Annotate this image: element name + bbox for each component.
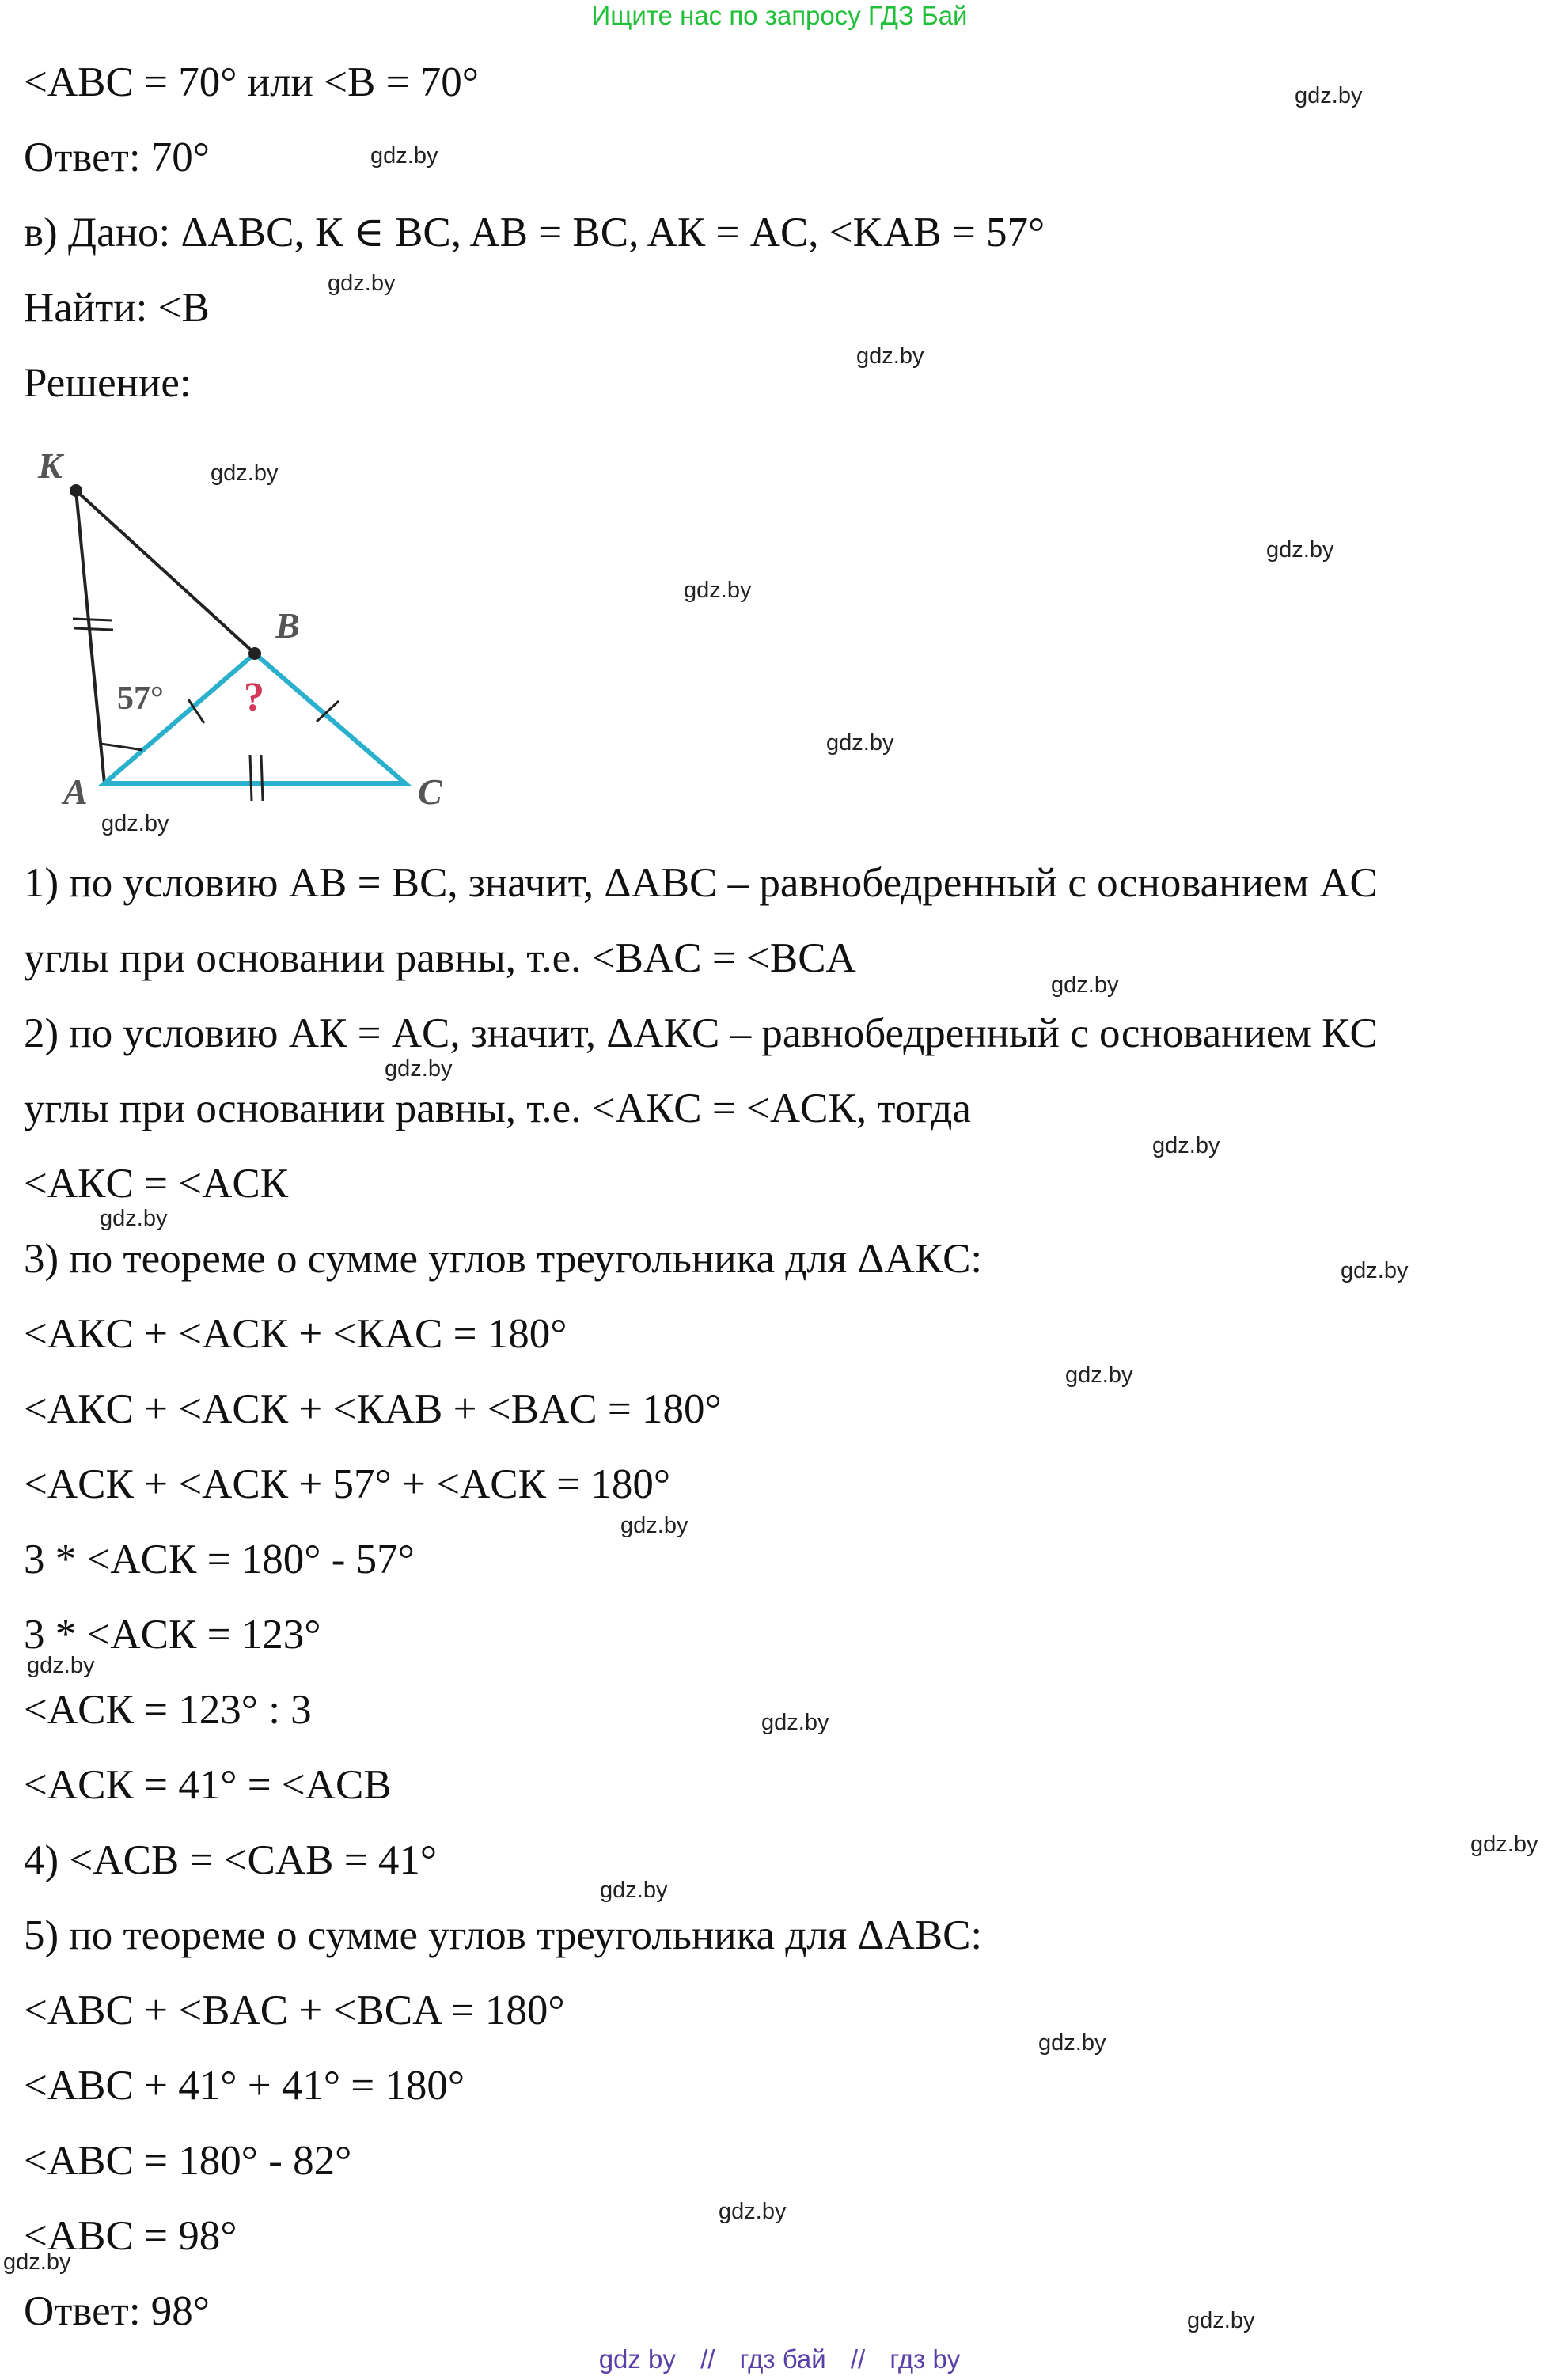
line-eq11: <ABC = 98° <box>24 2213 237 2259</box>
watermark: gdz.by <box>27 1653 95 1678</box>
line-step2-c: <AКC = <ACК <box>24 1161 289 1207</box>
watermark: gdz.by <box>100 1206 168 1231</box>
line-step2-a: 2) по условию AК = AC, значит, ΔAКC – равнобедренный с основанием КC <box>24 1010 1378 1056</box>
label-c: C <box>418 771 442 812</box>
footer-link-gdz-by[interactable]: gdz by <box>598 2344 676 2374</box>
line-find: Найти: <B <box>24 285 210 331</box>
line-step1-a: 1) по условию AB = BC, значит, ΔABC – равнобедренный с основанием AC <box>24 860 1378 906</box>
watermark: gdz.by <box>826 730 894 756</box>
watermark: gdz.by <box>684 578 752 603</box>
point-b <box>248 647 261 660</box>
line-eq6: <ACК = 123° : 3 <box>24 1687 312 1733</box>
line-solution-heading: Решение: <box>24 360 192 406</box>
watermark: gdz.by <box>211 460 279 486</box>
line-eq4: 3 * <ACК = 180° - 57° <box>24 1537 415 1582</box>
line-eq9: <ABC + 41° + 41° = 180° <box>24 2063 465 2109</box>
footer-separator: // <box>850 2344 866 2374</box>
angle-arc-a <box>101 744 142 750</box>
watermark: gdz.by <box>1038 2030 1106 2056</box>
line-answer: Ответ: 98° <box>24 2288 211 2334</box>
tick-ka-2 <box>74 628 113 630</box>
tick-ka-1 <box>73 619 112 620</box>
footer-links <box>0 2344 1559 2375</box>
line-given-result: <ABC = 70° или <B = 70° <box>24 59 479 105</box>
line-eq3: <ACК + <ACК + 57° + <ACК = 180° <box>24 1461 671 1507</box>
watermark: gdz.by <box>761 1710 829 1735</box>
footer-link-gdz-bai[interactable]: гдз бай <box>739 2344 826 2374</box>
line-step4: 4) <ACB = <CAB = 41° <box>24 1837 438 1883</box>
watermark: gdz.by <box>1295 83 1363 108</box>
line-eq1: <AКC + <ACК + <КAC = 180° <box>24 1311 567 1357</box>
watermark: gdz.by <box>600 1878 668 1903</box>
watermark: gdz.by <box>856 343 924 369</box>
label-b: B <box>275 605 300 646</box>
watermark: gdz.by <box>719 2199 787 2224</box>
line-eq7: <ACК = 41° = <ACB <box>24 1762 392 1808</box>
watermark: gdz.by <box>1341 1258 1409 1283</box>
watermark: gdz.by <box>1051 972 1119 998</box>
line-eq8: <ABC + <BAC + <BCA = 180° <box>24 1988 565 2033</box>
unknown-angle-mark: ? <box>244 675 264 720</box>
tick-ac-2 <box>261 755 263 801</box>
line-step3: 3) по теореме о сумме углов треугольника для ΔAКC: <box>24 1236 983 1282</box>
search-hint-banner: Ищите нас по запросу ГДЗ Бай <box>591 1 968 30</box>
watermark: gdz.by <box>385 1056 453 1082</box>
tick-ac-1 <box>250 755 252 801</box>
point-k <box>70 484 82 497</box>
watermark: gdz.by <box>370 143 438 169</box>
watermark: gdz.by <box>620 1513 688 1538</box>
watermark: gdz.by <box>1470 1832 1538 1857</box>
footer-link-gdz-by-cyr[interactable]: гдз by <box>890 2344 961 2374</box>
segment-ka <box>76 491 104 783</box>
line-step1-b: углы при основании равны, т.е. <BAC = <BCA <box>24 935 856 981</box>
triangle-figure <box>24 440 467 828</box>
watermark: gdz.by <box>1065 1362 1133 1388</box>
line-step5: 5) по теореме о сумме углов треугольника для ΔABC: <box>24 1912 983 1958</box>
line-eq5: 3 * <ACК = 123° <box>24 1612 321 1658</box>
watermark: gdz.by <box>1152 1133 1220 1158</box>
angle-label-57: 57° <box>117 680 164 717</box>
footer-separator: // <box>700 2344 715 2374</box>
watermark: gdz.by <box>328 271 396 296</box>
line-step2-b: углы при основании равны, т.е. <AКC = <ACК, тогда <box>24 1086 971 1131</box>
line-answer-a: Ответ: 70° <box>24 135 211 180</box>
watermark: gdz.by <box>1266 537 1334 563</box>
label-k: K <box>38 445 63 486</box>
label-a: A <box>63 771 88 812</box>
watermark: gdz.by <box>1187 2308 1255 2333</box>
line-given: в) Дано: ΔABC, К ∈ BC, AB = BC, AК = AC, <KAB = 57° <box>24 210 1045 256</box>
watermark: gdz.by <box>3 2249 71 2275</box>
line-eq2: <AКC + <ACК + <КAB + <BAC = 180° <box>24 1386 722 1432</box>
line-eq10: <ABC = 180° - 82° <box>24 2138 352 2184</box>
watermark: gdz.by <box>101 811 169 836</box>
